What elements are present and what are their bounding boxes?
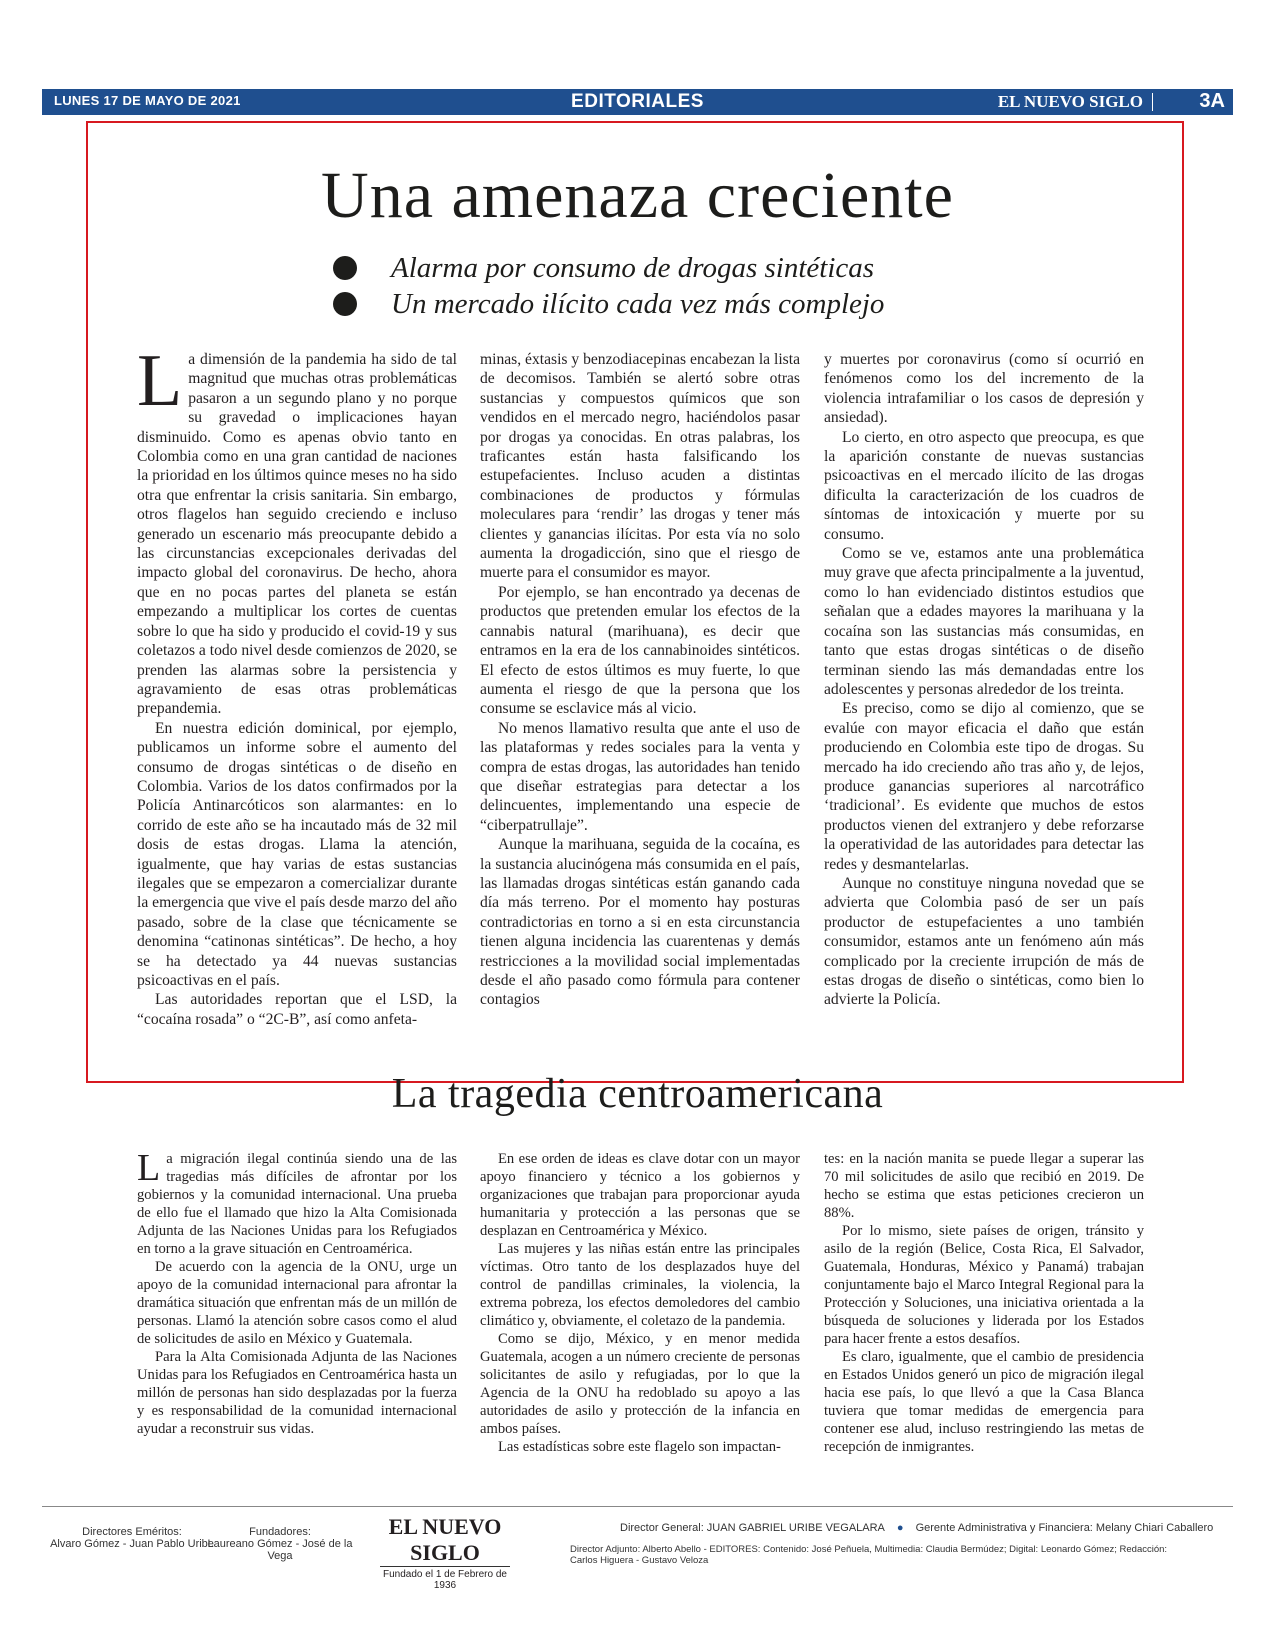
paragraph: No menos llamativo resulta que ante el uso de las plataformas y redes sociales para la venta y compra de estas drogas, las autoridades han tenido que diseñar estrategias para detectar a los delincuentes, implementando una especie de “ciberpatrullaje”. (480, 719, 800, 834)
paragraph: Por ejemplo, se han encontrado ya decenas de productos que pretenden emular los efectos de la cannabis natural (marihuana), es decir que entramos en la era de los cannabinoides sintéticos. El efecto de estos últimos es muy fuerte, lo que aumenta el riesgo de que la persona que los consume se esclavice más al vicio. (480, 583, 800, 718)
editorial-title: Una amenaza creciente (321, 159, 954, 232)
footer-directors (42, 1526, 222, 1550)
founders-names: Laureano Gómez - José de la Vega (207, 1538, 353, 1562)
header-bar (42, 89, 1233, 115)
editorial-column-1 (137, 340, 458, 1029)
bullet-icon: ● (896, 1522, 904, 1534)
paragraph: Aunque no constituye ninguna novedad que se advierta que Colombia pasó de ser un país productor de estupefacientes a uno también consumidor, estamos ante un fenómeno aún más complicado por la creciente irrupción de más de estas drogas de diseño o sintéticas, como bien lo advierte la Policía. (824, 874, 1144, 1009)
footer-staff (570, 1522, 1233, 1566)
paragraph: Como se dijo, México, y en menor medida Guatemala, acogen a un número creciente de personas solicitantes de asilo y refugiadas, por lo que la Agencia de la ONU ha redoblado su apoyo a las autoridades de asilo y protección de la infancia en ambos países. (480, 1331, 800, 1437)
header-date: LUNES 17 DE MAYO DE 2021 (54, 93, 241, 108)
manager: Gerente Administrativa y Financiera: Melany Chiari Caballero (915, 1522, 1214, 1534)
subtitle-text: Un mercado ilícito cada vez más complejo (391, 287, 885, 320)
paragraph (137, 340, 458, 719)
paragraph: Es preciso, como se dijo al comienzo, que se evalúe con mayor eficacia el daño que están produciendo en Colombia este tipo de drogas. Su mercado ha ido creciendo año tras año y, de lejos, produce ganancias superiores al narcotráfico ‘tradicional’. Es evidente que muchos de estos productos vienen del extranjero y debe reforzarse la operatividad de las autoridades para detectar las redes y desmantelarlas. (824, 700, 1144, 873)
footer-logo (380, 1514, 510, 1591)
footer-founders (200, 1526, 360, 1562)
paragraph (137, 1147, 457, 1258)
subtitle-bullets (333, 250, 884, 322)
paragraph: Es claro, igualmente, que el cambio de presidencia en Estados Unidos generó un pico de migración ilegal hacia ese país, lo que llevó a que la Casa Blanca tuviera que tomar medidas de emergencia para contener ese alud, incluso restringiendo las metas de recepción de inmigrantes. (824, 1349, 1144, 1455)
founders-label: Fundadores: (249, 1526, 311, 1538)
drop-cap: L (137, 340, 183, 422)
paragraph-text: a dimensión de la pandemia ha sido de tal magnitud que muchas otras problemáticas pasaron a un segundo plano y no porque su gravedad o implicaciones hayan disminuido. Como es apenas obvio tanto en Colombia como en una gran cantidad de naciones la prioridad en los últimos quince meses no ha sido otra que enfrentar la crisis sanitaria. Sin embargo, otros flagelos han seguido creciendo e incluso generado un escenario más preocupante debido a las circunstancias excepcionales derivadas del impacto global del coronavirus. De hecho, ahora que en no pocas partes del planeta se están empezando a multiplicar los cortes de cuentas sobre lo que ha sido y producido el covid-19 y sus coletazos a todo nivel desde comienzos de 2020, se prenden las alarmas sobre la persistencia y agravamiento de esas otras problemáticas prepandemia. (137, 351, 458, 718)
page-number: 3A (1199, 90, 1225, 112)
brand-logo: EL NUEVO SIGLO (997, 92, 1143, 111)
paragraph: Las autoridades reportan que el LSD, la “cocaína rosada” o “2C-B”, así como anfeta- (137, 991, 457, 1028)
second-editorial-title: La tragedia centroamericana (391, 1071, 884, 1117)
editorial-column-2 (480, 350, 800, 1010)
bullet-dot-icon (333, 292, 357, 316)
footer-editors: Director Adjunto: Alberto Abello - EDITORES: Contenido: José Peñuela, Multimedia: Claudia Bermúdez; Digital: Leonardo Gómez; Redacción: Carlos Higuera - Gustavo Veloza (570, 1544, 1168, 1566)
section-title: EDITORIALES (571, 91, 704, 112)
paragraph: Por lo mismo, siete países de origen, tránsito y asilo de la región (Belice, Costa Rica, El Salvador, Guatemala, Honduras, México y Panamá) trabajan conjuntamente bajo el Marco Integral Regional para la Protección y Soluciones, una iniciativa orientada a la búsqueda de soluciones y liderada por los Estados para hacer frente a estos desafíos. (824, 1223, 1144, 1347)
directors-label: Directores Eméritos: (82, 1526, 182, 1538)
paragraph: En nuestra edición dominical, por ejemplo, publicamos un informe sobre el aumento del consumo de drogas sintéticas o de diseño en Colombia. Varios de los datos confirmados por la Policía Antinarcóticos son alarmantes: en lo corrido de este año se ha incautado más de 32 mil dosis de estas drogas. Llama la atención, igualmente, que hay varias de estas sustancias ilegales que se empezaron a comercializar durante la emergencia que vive el país desde marzo del año pasado, sobre de la clase que técnicamente se denomina “catinonas sintéticas”. De hecho, a hoy se ha detectado ya 44 nuevas sustancias psicoactivas en el país. (137, 719, 457, 989)
header-divider (1152, 93, 1153, 111)
footer-divider (42, 1506, 1233, 1507)
second-editorial-column-3 (824, 1150, 1144, 1456)
paragraph: tes: en la nación manita se puede llegar a superar las 70 mil solicitudes de asilo que recibió en 2019. De hecho se estima que estas peticiones crecieron un 88%. (824, 1151, 1144, 1221)
paragraph: En ese orden de ideas es clave dotar con un mayor apoyo financiero y técnico a los gobiernos y organizaciones que trabajan para proporcionar ayuda humanitaria y protección a las personas que se desplazan en Centroamérica y México. (480, 1151, 800, 1239)
footer-brand: EL NUEVO SIGLO (380, 1514, 510, 1567)
subtitle-text: Alarma por consumo de drogas sintéticas (391, 251, 875, 284)
paragraph: Como se ve, estamos ante una problemática muy grave que afecta principalmente a la juventud, como lo han evidenciado distintos estudios que señalan que a edades mayores la marihuana y la cocaína son las sustancias más consumidas, en tanto que estas drogas sintéticas o de diseño terminan siendo las más demandadas entre los adolescentes y personas alrededor de los treinta. (824, 545, 1144, 698)
paragraph: y muertes por coronavirus (como sí ocurrió en fenómenos como los del incremento de la violencia intrafamiliar o los casos de depresión y ansiedad). (824, 351, 1144, 427)
directors-names: Alvaro Gómez - Juan Pablo Uribe (50, 1538, 214, 1550)
paragraph-text: a migración ilegal continúa siendo una de las tragedias más difíciles de afrontar por los gobiernos y la comunidad internacional. Una prueba de ello fue el llamado que hizo la Alta Comisionada Adjunta de las Naciones Unidas para los Refugiados en torno a la grave situación en Centroamérica. (137, 1151, 457, 1257)
second-editorial-column-1 (137, 1147, 457, 1438)
drop-cap: L (137, 1147, 161, 1189)
paragraph: Las mujeres y las niñas están entre las principales víctimas. Otro tanto de los desplazados huye del control de pandillas criminales, la violencia, la extrema pobreza, los efectos demoledores del cambio climático y, obviamente, el coletazo de la pandemia. (480, 1241, 800, 1329)
paragraph: Las estadísticas sobre este flagelo son impactan- (498, 1439, 781, 1455)
paragraph: Aunque la marihuana, seguida de la cocaína, es la sustancia alucinógena más consumida en el país, las llamadas drogas sintéticas están ganando cada día más terreno. Por el momento hay posturas contradictorias en torno a si en esta circunstancia tienen alguna incidencia las cuarentenas y demás restricciones a la movilidad social implementadas desde el año pasado como fórmula para contener contagios (480, 836, 800, 1009)
paragraph: minas, éxtasis y benzodiacepinas encabezan la lista de decomisos. También se alertó sobre otras sustancias y compuestos químicos que son vendidos en el mercado negro, haciéndolos pasar por drogas ya conocidas. En otras palabras, los traficantes están hasta falsificando los estupefacientes. Incluso acuden a distintas combinaciones de productos y fórmulas moleculares para ‘rendir’ las drogas y tener más clientes y ganancias ilícitas. Por esta vía no solo aumenta la drogadicción, sino que el riesgo de muerte para el consumidor es mayor. (480, 351, 800, 582)
subtitle-bullet (333, 250, 884, 286)
paragraph: De acuerdo con la agencia de la ONU, urge un apoyo de la comunidad internacional para afrontar la dramática situación que enfrentan más de un millón de personas. Llamó la atención sobre casos como el alud de solicitudes de asilo en México y Guatemala. (137, 1259, 457, 1347)
paragraph: Para la Alta Comisionada Adjunta de las Naciones Unidas para los Refugiados en Centroamérica hasta un millón de personas han sido desplazadas por la fuerza y es responsabilidad de la comunidad internacional ayudar a reconstruir sus vidas. (137, 1349, 457, 1437)
editorial-column-3 (824, 350, 1144, 1010)
director-general: Director General: JUAN GABRIEL URIBE VEGALARA (620, 1522, 885, 1534)
second-editorial-column-2 (480, 1150, 800, 1456)
footer-founded: Fundado el 1 de Febrero de 1936 (383, 1569, 507, 1591)
subtitle-bullet (333, 286, 884, 322)
footer-management (620, 1522, 1233, 1534)
paragraph: Lo cierto, en otro aspecto que preocupa, es que la aparición constante de nuevas sustancias psicoactivas en el mercado ilícito de las drogas dificulta la caracterización de los cuadros de síntomas de intoxicación y muerte por su consumo. (824, 428, 1144, 543)
bullet-dot-icon (333, 256, 357, 280)
